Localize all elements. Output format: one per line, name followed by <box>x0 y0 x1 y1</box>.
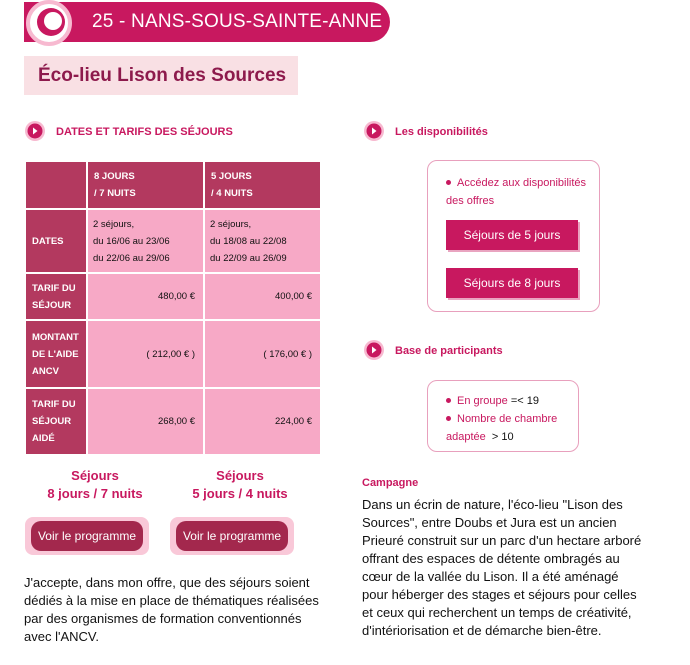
tarif-aide-8-jours: 268,00 € <box>87 388 204 455</box>
arrow-right-circle-icon <box>24 120 46 142</box>
bullet-icon <box>446 416 451 421</box>
aide-8-jours: ( 212,00 € ) <box>87 320 204 388</box>
sejours-8-jours-button[interactable]: Séjours de 8 jours <box>446 268 578 298</box>
arrow-right-circle-icon <box>363 339 385 361</box>
header-title: 25 - NANS-SOUS-SAINTE-ANNE <box>92 11 383 32</box>
acceptance-text: J'accepte, dans mon offre, que des séjours soient dédiés à la mise en place de thématiques réalisées par des organismes de formation conventionnés avec l'ANCV. <box>24 575 319 644</box>
table-header-row <box>25 161 321 209</box>
disponibilites-panel <box>427 160 600 312</box>
sejours-8-jours-label: Séjours 8 jours / 7 nuits <box>47 468 143 501</box>
page-title-box <box>24 56 298 95</box>
campagne-text: Dans un écrin de nature, l'éco-lieu "Lison des Sources", entre Doubs et Jura est un ancien Prieuré construit sur un parc d'un hectare arboré offrant des espaces de détente ombragés au cœur de la vallée du Lison. Il a été aménagé pour héberger des stages et séjours pour celles et ceux qui recherchent un temps de créativité, d'intériorisation et de démarche bien-être. <box>362 497 642 638</box>
sejours-5-jours-label: Séjours 5 jours / 4 nuits <box>192 468 288 501</box>
row-label-tarif: TARIF DU SÉJOUR <box>25 273 87 320</box>
tarif-8-jours: 480,00 € <box>87 273 204 320</box>
programme-5-jours-wrapper <box>170 517 294 555</box>
participants-list <box>446 392 580 446</box>
list-item: adaptée > 10 <box>446 431 514 443</box>
column-header-8-jours: 8 JOURS / 7 NUITS <box>87 161 204 209</box>
tarif-5-jours: 400,00 € <box>204 273 321 320</box>
list-item: En groupe =< 19 <box>446 392 580 410</box>
programme-8-jours-wrapper <box>25 517 149 555</box>
row-label-aide: MONTANT DE L'AIDE ANCV <box>25 320 87 388</box>
table-row <box>25 388 321 455</box>
table-row <box>25 320 321 388</box>
bullet-icon <box>446 398 451 403</box>
arrow-right-circle-icon <box>363 120 385 142</box>
list-item: Nombre de chambre <box>446 410 580 428</box>
dates-section-label: DATES ET TARIFS DES SÉJOURS <box>56 126 233 138</box>
aide-5-jours: ( 176,00 € ) <box>204 320 321 388</box>
dates-5-jours: 2 séjours, du 18/08 au 22/08 du 22/09 au 26/09 <box>204 209 321 273</box>
disponibilites-link[interactable]: Accédez aux disponibilités des offres <box>446 177 587 207</box>
bullet-icon <box>446 180 451 185</box>
row-label-tarif-aide: TARIF DU SÉJOUR AIDÉ <box>25 388 87 455</box>
column-header-5-jours: 5 JOURS / 4 NUITS <box>204 161 321 209</box>
disponibilites-label: Les disponibilités <box>395 126 488 138</box>
logo-ring-icon <box>24 0 74 46</box>
table-row <box>25 209 321 273</box>
page-title: Éco-lieu Lison des Sources <box>38 65 287 86</box>
tarifs-table <box>24 160 322 456</box>
sejours-5-jours-button[interactable]: Séjours de 5 jours <box>446 220 578 250</box>
voir-programme-5-jours-button[interactable]: Voir le programme <box>176 521 288 551</box>
tarif-aide-5-jours: 224,00 € <box>204 388 321 455</box>
participants-label: Base de participants <box>395 345 503 357</box>
table-row <box>25 273 321 320</box>
dates-8-jours: 2 séjours, du 16/06 au 23/06 du 22/06 au 29/06 <box>87 209 204 273</box>
row-label-dates: DATES <box>25 209 87 273</box>
table-corner <box>25 161 87 209</box>
voir-programme-8-jours-button[interactable]: Voir le programme <box>31 521 143 551</box>
participants-panel <box>427 380 579 452</box>
campagne-label: Campagne <box>362 477 419 489</box>
